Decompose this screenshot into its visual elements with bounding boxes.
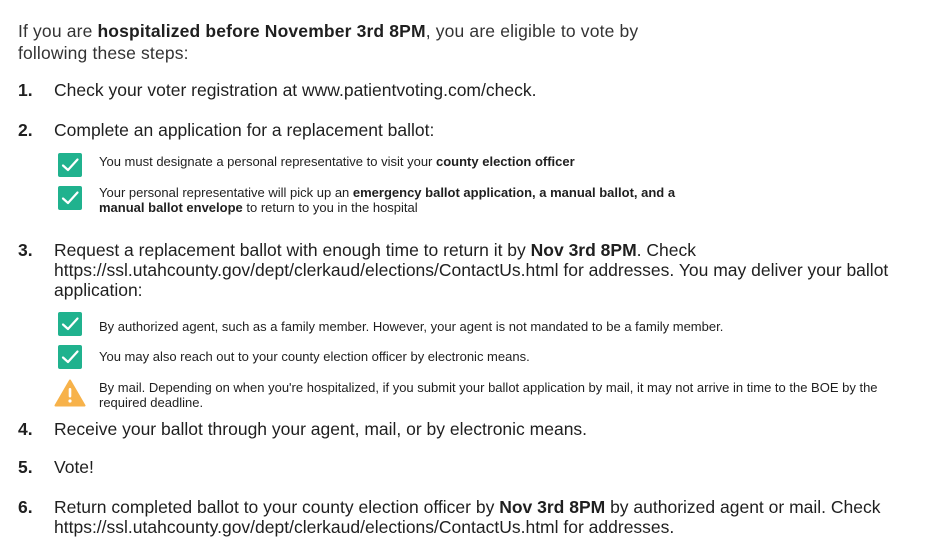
step-text: Complete an application for a replacement ballot: xyxy=(54,120,435,140)
step-2-subitem-2 xyxy=(58,186,918,216)
check-icon xyxy=(58,186,82,210)
step-text: Request a replacement ballot with enough time to return it by Nov 3rd 8PM. Check https://ssl.utahcounty.gov/dept/clerkaud/elections/ContactUs.html for addresses. You may deliver your ballot application: xyxy=(54,240,889,300)
intro-prefix: If you are xyxy=(18,21,98,41)
step-number: 2. xyxy=(18,120,33,140)
step-number: 3. xyxy=(18,240,33,260)
step-number: 6. xyxy=(18,497,33,517)
subitem-text: By mail. Depending on when you're hospitalized, if you submit your ballot application by mail, it may not arrive in time to the BOE by the required deadline. xyxy=(99,380,878,410)
subitem-text: Your personal representative will pick up an emergency ballot application, a manual ballot, and a manual ballot envelope to return to you in the hospital xyxy=(99,185,676,215)
warning-icon xyxy=(54,379,86,407)
step-3 xyxy=(18,240,918,300)
step-6 xyxy=(18,497,918,537)
step-number: 1. xyxy=(18,80,33,100)
step-3-subitem-1 xyxy=(58,312,918,338)
intro-suffix: , you are eligible to vote by following these steps: xyxy=(18,21,639,63)
subitem-text: You must designate a personal representative to visit your county election officer xyxy=(99,154,575,169)
step-text: Check your voter registration at www.patientvoting.com/check. xyxy=(54,80,537,100)
check-icon xyxy=(58,312,82,336)
intro-bold: hospitalized before November 3rd 8PM xyxy=(97,21,426,41)
step-number: 5. xyxy=(18,457,33,477)
step-2 xyxy=(18,120,918,140)
step-text: Vote! xyxy=(54,457,94,477)
subitem-text: By authorized agent, such as a family member. However, your agent is not mandated to be a family member. xyxy=(99,319,724,334)
step-4 xyxy=(18,419,918,439)
step-text: Receive your ballot through your agent, mail, or by electronic means. xyxy=(54,419,588,439)
intro-paragraph xyxy=(18,20,698,64)
step-number: 4. xyxy=(18,419,33,439)
check-icon xyxy=(58,345,82,369)
check-icon xyxy=(58,153,82,177)
step-2-subitem-1 xyxy=(58,153,918,179)
step-text: Return completed ballot to your county election officer by Nov 3rd 8PM by authorized agent or mail. Check https://ssl.utahcounty.gov/dept/clerkaud/elections/ContactUs.html for addresses. xyxy=(54,497,881,537)
subitem-text: You may also reach out to your county election officer by electronic means. xyxy=(99,349,530,364)
step-1 xyxy=(18,80,918,100)
step-5 xyxy=(18,457,918,477)
step-3-subitem-2 xyxy=(58,345,918,371)
step-3-subitem-3 xyxy=(58,379,918,411)
